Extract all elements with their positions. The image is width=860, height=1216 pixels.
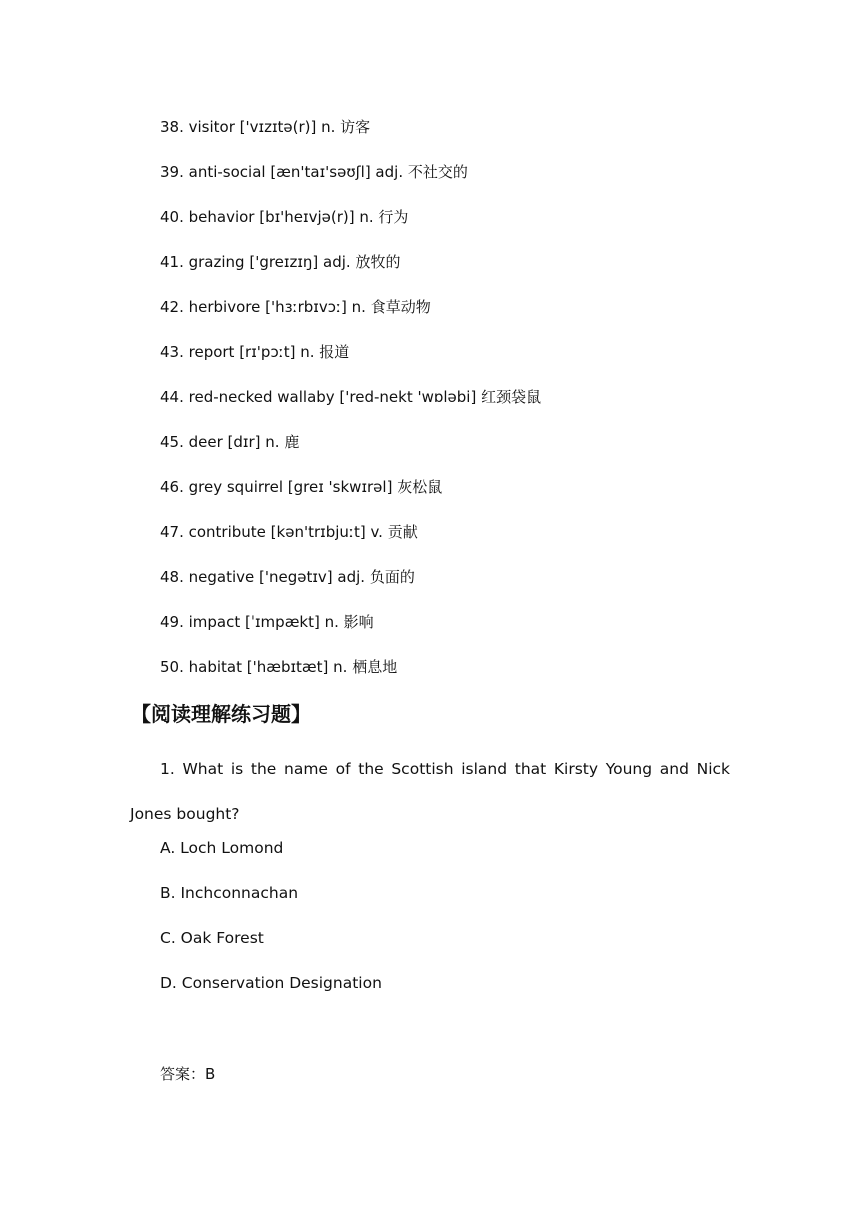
vocab-item: 48. negative ['negətɪv] adj. 负面的 <box>160 568 415 586</box>
option-c: C. Oak Forest <box>160 929 264 947</box>
vocabulary-list <box>160 116 541 701</box>
vocab-item: 39. anti-social [æn'taɪ'səʊʃl] adj. 不社交的 <box>160 163 468 181</box>
vocab-item: 46. grey squirrel [greɪ 'skwɪrəl] 灰松鼠 <box>160 478 443 496</box>
vocab-item: 43. report [rɪ'pɔːt] n. 报道 <box>160 343 350 361</box>
vocab-item: 42. herbivore ['hɜːrbɪvɔː] n. 食草动物 <box>160 298 431 316</box>
answer-key: 答案：B <box>160 1065 216 1083</box>
section-heading: 【阅读理解练习题】 <box>131 702 311 726</box>
vocab-item: 41. grazing ['greɪzɪŋ] adj. 放牧的 <box>160 253 401 271</box>
vocab-item: 40. behavior [bɪ'heɪvjə(r)] n. 行为 <box>160 208 409 226</box>
question-text: 1. What is the name of the Scottish island that Kirsty Young and Nick Jones bought? <box>130 760 730 823</box>
option-d: D. Conservation Designation <box>160 974 382 992</box>
option-a: A. Loch Lomond <box>160 839 284 857</box>
vocab-item: 45. deer [dɪr] n. 鹿 <box>160 433 300 451</box>
vocab-item: 47. contribute [kən'trɪbjuːt] v. 贡献 <box>160 523 418 541</box>
option-b: B. Inchconnachan <box>160 884 299 902</box>
vocab-item: 44. red-necked wallaby ['red-nekt 'wɒləbi] 红颈袋鼠 <box>160 388 542 406</box>
vocab-item: 50. habitat ['hæbɪtæt] n. 栖息地 <box>160 658 398 676</box>
answer-options <box>160 837 382 1017</box>
vocab-item: 38. visitor ['vɪzɪtə(r)] n. 访客 <box>160 118 371 136</box>
vocab-item: 49. impact [ˈɪmpækt] n. 影响 <box>160 613 374 631</box>
